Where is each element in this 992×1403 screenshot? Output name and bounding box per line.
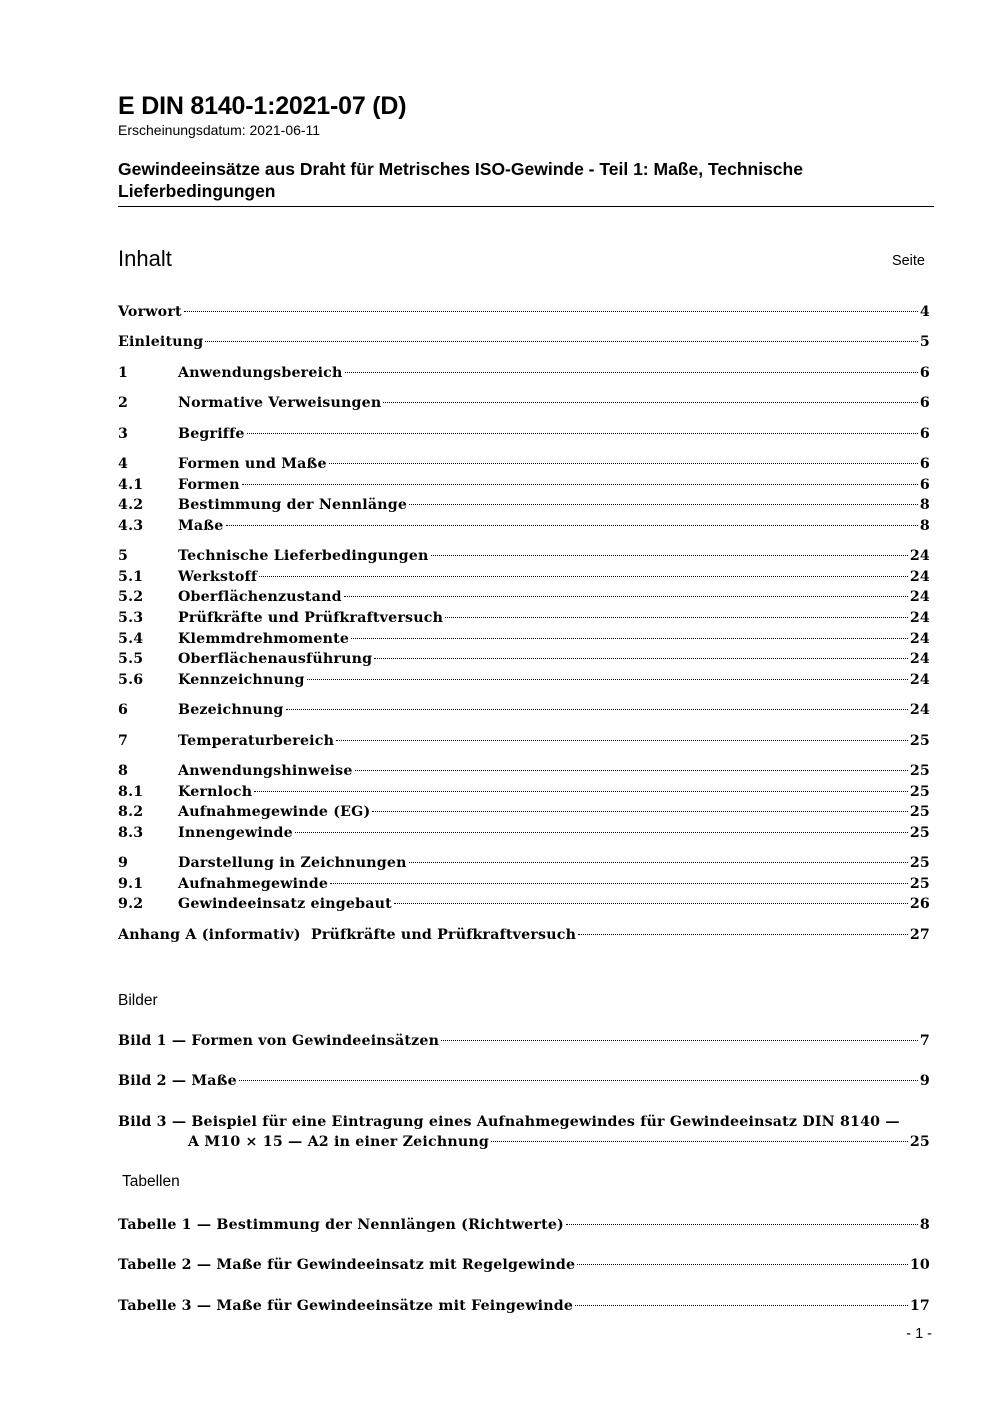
title-divider [118,206,934,207]
toc-entry-number: 4.2 [118,497,144,513]
toc-entry[interactable] [118,425,930,443]
toc-entry[interactable] [118,875,930,893]
toc-entry-number: 5.4 [118,631,144,647]
table-entry-page: 10 [909,1257,930,1273]
figure-entry-page: 9 [919,1073,930,1089]
toc-entry-number: 5 [118,548,129,564]
toc-entry[interactable] [118,671,930,689]
toc-entry[interactable] [118,732,930,750]
toc-entry-page: 6 [919,477,930,493]
table-entry-page: 8 [919,1217,930,1233]
toc-entry-title: Darstellung in Zeichnungen [178,855,407,871]
toc-entry-title: Prüfkräfte und Prüfkraftversuch [178,610,444,626]
toc-entry-title: Formen [178,477,240,493]
figure-entry[interactable] [118,1072,930,1090]
toc-leader [242,484,918,485]
toc-entry-title: Anhang A (informativ) Prüfkräfte und Prüfkraftversuch [118,927,577,943]
toc-entry-number: 1 [118,365,129,381]
toc-entry-page: 8 [919,518,930,534]
page-number: - 1 - [906,1326,932,1342]
toc-entry-number: 4 [118,456,129,472]
document-id: E DIN 8140-1:2021-07 (D) [118,92,407,120]
toc-leader [409,504,918,505]
figure-entry[interactable] [118,1113,930,1131]
table-entry-title: Tabelle 3 — Maße für Gewindeeinsätze mit Feingewinde [118,1298,574,1314]
publication-date: Erscheinungsdatum: 2021-06-11 [118,122,321,138]
toc-leader [329,463,918,464]
figure-entry-page: 25 [909,1134,930,1150]
contents-heading: Inhalt [118,246,172,271]
toc-entry-title: Bestimmung der Nennlänge [178,497,408,513]
toc-leader [344,596,908,597]
toc-entry-number: 8 [118,763,129,779]
toc-entry-page: 24 [909,702,930,718]
toc-leader [345,372,918,373]
toc-entry-number: 5.6 [118,672,144,688]
toc-leader [575,1305,908,1306]
toc-entry-page: 6 [919,456,930,472]
toc-entry-number: 8.2 [118,804,144,820]
figure-entry-title-continuation: A M10 × 15 — A2 in einer Zeichnung [188,1134,489,1150]
toc-leader [374,658,908,659]
toc-entry-number: 8.3 [118,825,144,841]
toc-entry-title: Normative Verweisungen [178,395,382,411]
table-entry[interactable] [118,1216,930,1234]
toc-leader [431,555,908,556]
toc-leader [307,679,908,680]
toc-entry-title: Einleitung [118,334,204,350]
toc-entry[interactable] [118,303,930,321]
toc-leader [355,770,908,771]
toc-entry-number: 5.5 [118,651,144,667]
toc-entry-number: 5.2 [118,589,144,605]
figure-entry[interactable] [118,1032,930,1050]
toc-entry[interactable] [118,854,930,872]
toc-entry-page: 24 [909,569,930,585]
toc-entry[interactable] [118,630,930,648]
toc-entry-page: 8 [919,497,930,513]
toc-entry-title: Begriffe [178,426,245,442]
toc-leader [286,709,908,710]
toc-entry-number: 7 [118,733,129,749]
toc-leader [184,311,918,312]
toc-entry-title: Aufnahmegewinde [178,876,329,892]
toc-entry-number: 8.1 [118,784,144,800]
toc-entry-page: 5 [919,334,930,350]
table-entry[interactable] [118,1256,930,1274]
toc-entry-page: 24 [909,631,930,647]
toc-leader [295,832,908,833]
toc-entry-page: 25 [909,784,930,800]
toc-entry-page: 24 [909,610,930,626]
toc-entry[interactable] [118,762,930,780]
toc-leader [351,638,908,639]
toc-entry-number: 5.3 [118,610,144,626]
page-column-label: Seite [891,253,925,269]
toc-entry[interactable] [118,517,930,535]
toc-entry[interactable] [118,455,930,473]
toc-entry-title: Klemmdrehmomente [178,631,350,647]
toc-entry-title: Kernloch [178,784,253,800]
toc-entry-number: 4.1 [118,477,144,493]
toc-entry-title: Aufnahmegewinde (EG) [178,804,371,820]
toc-leader [330,883,908,884]
table-entry[interactable] [118,1297,930,1315]
toc-entry-title: Formen und Maße [178,456,327,472]
toc-entry-page: 25 [909,804,930,820]
toc-entry-page: 26 [909,896,930,912]
toc-entry-number: 9 [118,855,129,871]
toc-entry[interactable] [118,588,930,606]
toc-entry[interactable] [118,824,930,842]
toc-leader [247,433,918,434]
toc-entry-page: 6 [919,395,930,411]
table-entry-page: 17 [909,1298,930,1314]
toc-entry-title: Bezeichnung [178,702,284,718]
toc-entry-title: Werkstoff [178,569,258,585]
toc-entry-page: 4 [919,304,930,320]
toc-entry-title: Innengewinde [178,825,293,841]
toc-leader [445,617,908,618]
toc-leader [409,862,908,863]
toc-entry-title: Kennzeichnung [178,672,305,688]
toc-entry-page: 24 [909,651,930,667]
toc-entry-page: 6 [919,426,930,442]
toc-leader [239,1080,918,1081]
figure-entry-page: 7 [919,1033,930,1049]
toc-entry[interactable] [118,783,930,801]
toc-leader [491,1141,908,1142]
toc-entry-number: 2 [118,395,129,411]
toc-entry-page: 24 [909,672,930,688]
tables-heading: Tabellen [122,1173,180,1190]
toc-leader [441,1040,918,1041]
toc-entry-title: Technische Lieferbedingungen [178,548,429,564]
toc-entry-title: Oberflächenzustand [178,589,342,605]
toc-entry-number: 4.3 [118,518,144,534]
toc-entry[interactable] [118,803,930,821]
figure-entry-title: Bild 3 — Beispiel für eine Eintragung eines Aufnahmegewindes für Gewindeeinsatz DIN 8140 — [118,1114,900,1130]
figure-entry-title: Bild 2 — Maße [118,1073,237,1089]
table-entry-title: Tabelle 2 — Maße für Gewindeeinsatz mit Regelgewinde [118,1257,576,1273]
toc-leader [205,341,917,342]
toc-entry[interactable] [118,568,930,586]
toc-leader [383,402,918,403]
toc-entry[interactable] [118,333,930,351]
toc-entry-page: 25 [909,763,930,779]
toc-entry-number: 3 [118,426,129,442]
toc-leader [254,791,908,792]
toc-entry[interactable] [118,650,930,668]
toc-leader [372,811,907,812]
toc-entry-number: 5.1 [118,569,144,585]
toc-entry-title: Oberflächenausführung [178,651,373,667]
toc-entry[interactable] [118,496,930,514]
toc-leader [577,1264,908,1265]
figure-entry-continuation[interactable] [188,1133,930,1151]
figure-entry-title: Bild 1 — Formen von Gewindeeinsätzen [118,1033,440,1049]
toc-entry-number: 6 [118,702,129,718]
toc-leader [566,1224,918,1225]
toc-entry-page: 25 [909,825,930,841]
toc-entry[interactable] [118,895,930,913]
toc-leader [336,740,908,741]
toc-leader [226,525,918,526]
toc-entry-number: 9.1 [118,876,144,892]
toc-entry-page: 6 [919,365,930,381]
toc-entry[interactable] [118,926,930,944]
toc-entry[interactable] [118,609,930,627]
toc-leader [259,576,908,577]
toc-entry-title: Gewindeeinsatz eingebaut [178,896,392,912]
document-title: Gewindeeinsätze aus Draht für Metrisches ISO-Gewinde - Teil 1: Maße, Technische Lieferbedingungen [118,159,803,201]
toc-entry[interactable] [118,547,930,565]
toc-entry-title: Temperaturbereich [178,733,335,749]
toc-entry[interactable] [118,394,930,412]
toc-entry[interactable] [118,701,930,719]
toc-leader [394,903,908,904]
toc-entry-page: 27 [909,927,930,943]
toc-entry[interactable] [118,476,930,494]
figures-heading: Bilder [118,992,158,1009]
toc-entry[interactable] [118,364,930,382]
toc-entry-title: Anwendungshinweise [178,763,353,779]
toc-entry-title: Maße [178,518,224,534]
table-entry-title: Tabelle 1 — Bestimmung der Nennlängen (Richtwerte) [118,1217,564,1233]
toc-entry-title: Anwendungsbereich [178,365,343,381]
toc-entry-title: Vorwort [118,304,182,320]
toc-entry-number: 9.2 [118,896,144,912]
toc-entry-page: 24 [909,589,930,605]
toc-entry-page: 25 [909,733,930,749]
toc-entry-page: 24 [909,548,930,564]
toc-entry-page: 25 [909,876,930,892]
toc-entry-page: 25 [909,855,930,871]
toc-leader [578,934,908,935]
